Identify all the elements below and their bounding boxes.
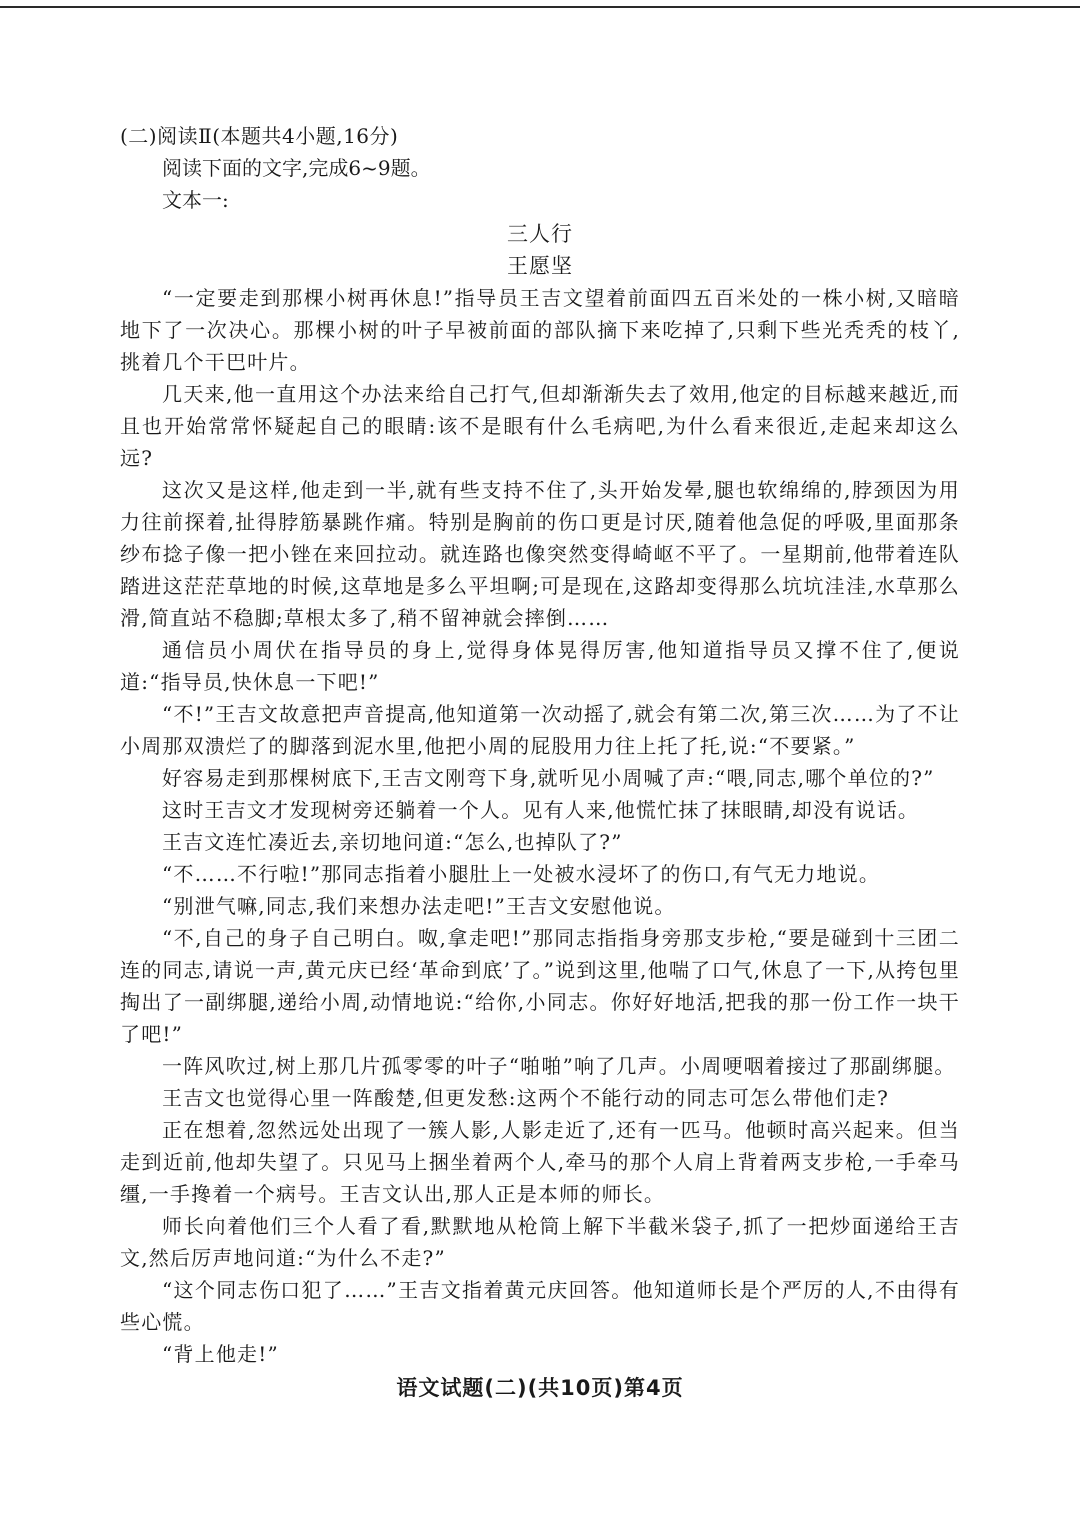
- reading-instruction: 阅读下面的文字,完成6~9题。: [162, 156, 431, 180]
- story-author: 王愿坚: [507, 254, 573, 278]
- story-title: 三人行: [507, 222, 573, 246]
- paragraph: “不……不行啦!”那同志指着小腿肚上一处被水浸坏了的伤口,有气无力地说。: [162, 862, 881, 886]
- paragraph: 好容易走到那棵树底下,王吉文刚弯下身,就听见小周喊了声:“喂,同志,哪个单位的?”: [162, 766, 935, 790]
- paragraph: 这时王吉文才发现树旁还躺着一个人。见有人来,他慌忙抹了抹眼睛,却没有说话。: [162, 798, 920, 822]
- paragraph: 一阵风吹过,树上那几片孤零零的叶子“啪啪”响了几声。小周哽咽着接过了那副绑腿。: [162, 1054, 956, 1078]
- text-label: 文本一:: [162, 188, 229, 212]
- paragraph: “不,自己的身子自己明白。呶,拿走吧!”那同志指指身旁那支步枪,“要是碰到十三团二连的同志,请说一声,黄元庆已经‘革命到底’了。”说到这里,他喘了口气,休息了一下,从挎包里掏出了一副绑腿,递给小周,动情地说:“给你,小同志。你好好地活,把我的那一份工作一块干了吧!”: [120, 926, 960, 1046]
- paragraph: “一定要走到那棵小树再休息!”指导员王吉文望着前面四五百米处的一株小树,又暗暗地下了一次决心。那棵小树的叶子早被前面的部队摘下来吃掉了,只剩下些光秃秃的枝丫,挑着几个干巴叶片。: [120, 286, 960, 374]
- paragraph: 几天来,他一直用这个办法来给自己打气,但却渐渐失去了效用,他定的目标越来越近,而且也开始常常怀疑起自己的眼睛:该不是眼有什么毛病吧,为什么看来很近,走起来却这么远?: [120, 382, 960, 470]
- paragraph: 王吉文也觉得心里一阵酸楚,但更发愁:这两个不能行动的同志可怎么带他们走?: [162, 1086, 890, 1110]
- section-heading: (二)阅读Ⅱ(本题共4小题,16分): [120, 124, 399, 148]
- paragraph: 通信员小周伏在指导员的身上,觉得身体晃得厉害,他知道指导员又撑不住了,便说道:“指导员,快休息一下吧!”: [120, 638, 960, 694]
- paragraph: “这个同志伤口犯了……”王吉文指着黄元庆回答。他知道师长是个严厉的人,不由得有些心慌。: [120, 1278, 960, 1334]
- page-footer: 语文试题(二)(共10页)第4页: [396, 1376, 684, 1400]
- paragraph: 王吉文连忙凑近去,亲切地问道:“怎么,也掉队了?”: [162, 830, 623, 854]
- paragraph: “不!”王吉文故意把声音提高,他知道第一次动摇了,就会有第二次,第三次……为了不让小周那双溃烂了的脚落到泥水里,他把小周的屁股用力往上托了托,说:“不要紧。”: [120, 702, 960, 758]
- paragraph: 正在想着,忽然远处出现了一簇人影,人影走近了,还有一匹马。他顿时高兴起来。但当走到近前,他却失望了。只见马上捆坐着两个人,牵马的那个人肩上背着两支步枪,一手牵马缰,一手搀着一个病号。王吉文认出,那人正是本师的师长。: [120, 1118, 960, 1206]
- paragraph: 这次又是这样,他走到一半,就有些支持不住了,头开始发晕,腿也软绵绵的,脖颈因为用力往前探着,扯得脖筋暴跳作痛。特别是胸前的伤口更是讨厌,随着他急促的呼吸,里面那条纱布捻子像一把小锉在来回拉动。就连路也像突然变得崎岖不平了。一星期前,他带着连队踏进这茫茫草地的时候,这草地是多么平坦啊;可是现在,这路却变得那么坑坑洼洼,水草那么滑,简直站不稳脚;草根太多了,稍不留神就会摔倒……: [120, 478, 960, 630]
- paragraph: “别泄气嘛,同志,我们来想办法走吧!”王吉文安慰他说。: [162, 894, 676, 918]
- scan-top-edge: [0, 6, 1080, 8]
- paragraph: “背上他走!”: [162, 1342, 279, 1366]
- exam-page: [120, 120, 960, 1370]
- paragraph: 师长向着他们三个人看了看,默默地从枪筒上解下半截米袋子,抓了一把炒面递给王吉文,然后厉声地问道:“为什么不走?”: [120, 1214, 960, 1270]
